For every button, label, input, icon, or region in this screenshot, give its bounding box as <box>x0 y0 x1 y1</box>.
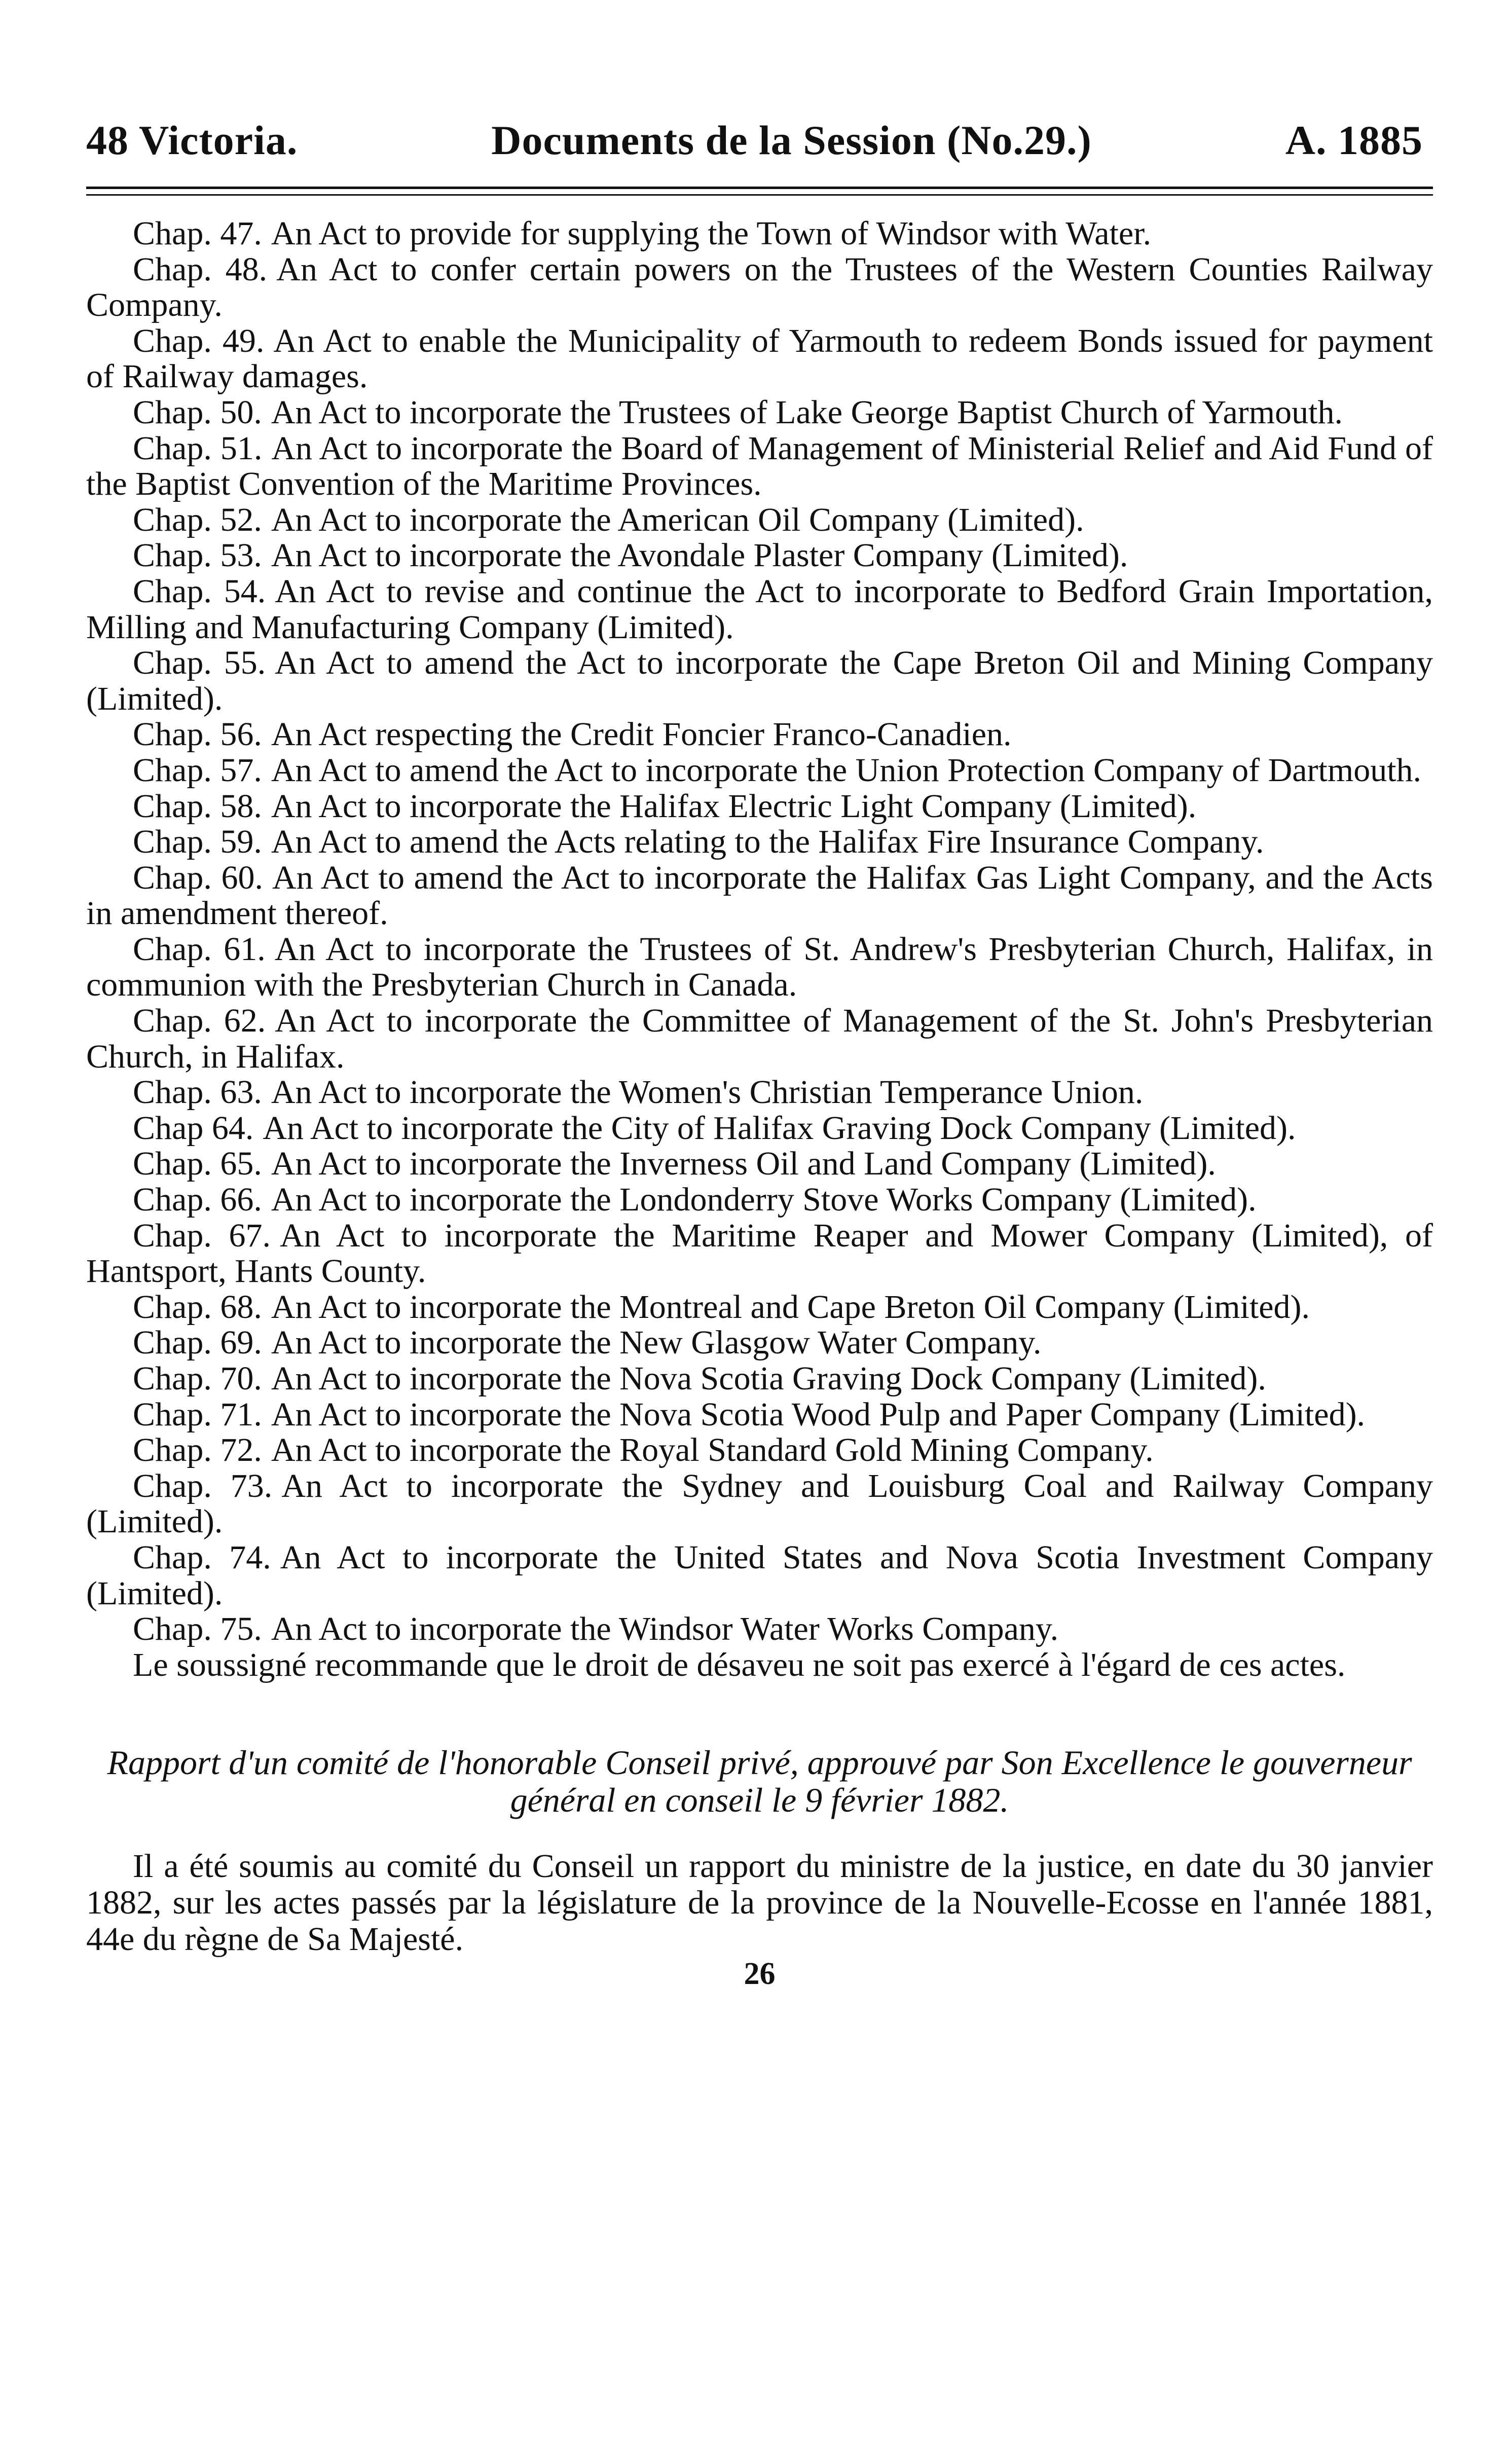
chapter-entry <box>86 1290 1433 1326</box>
chapter-entry <box>86 717 1433 753</box>
chapter-entry <box>86 323 1433 395</box>
chapter-number: Chap. 52. <box>133 501 262 538</box>
chapter-entry <box>86 574 1433 645</box>
chapter-number: Chap. 59. <box>133 823 262 861</box>
chapter-number: Chap. 75. <box>133 1610 262 1648</box>
chapter-title: An Act to amend the Acts relating to the Halifax Fire Insurance Company. <box>271 823 1264 861</box>
chapter-number: Chap. 47. <box>133 215 262 252</box>
chapter-entry <box>86 932 1433 1003</box>
chapter-title: An Act to incorporate the Nova Scotia Wood Pulp and Paper Company (Limited). <box>271 1395 1366 1433</box>
chapter-title: An Act to incorporate the Inverness Oil and Land Company (Limited). <box>271 1145 1216 1183</box>
chapter-entry <box>86 1182 1433 1218</box>
chapter-number: Chap. 62. <box>133 1002 266 1040</box>
chapter-number: Chap. 49. <box>133 322 265 359</box>
chapter-entry <box>86 1540 1433 1611</box>
chapter-number: Chap. 57. <box>133 751 262 789</box>
chapter-entry <box>86 645 1433 717</box>
chapter-number: Chap. 56. <box>133 716 262 753</box>
chapter-title: An Act to incorporate the Royal Standard Gold Mining Company. <box>271 1431 1154 1469</box>
chapter-entry <box>86 753 1433 789</box>
chapter-title: An Act to amend the Act to incorporate the Union Protection Company of Dartmouth. <box>271 751 1422 789</box>
chapter-entry <box>86 1003 1433 1075</box>
running-header <box>86 117 1433 164</box>
chapter-number: Chap. 51. <box>133 429 263 467</box>
chapter-number: Chap. 72. <box>133 1431 262 1469</box>
chapter-entry <box>86 1146 1433 1182</box>
chapter-number: Chap. 61. <box>133 930 266 968</box>
chapter-number: Chap. 63. <box>133 1074 262 1111</box>
chapter-title: An Act to incorporate the Maritime Reaper and Mower Company (Limited), of Hantsport, Hants County. <box>86 1217 1433 1290</box>
header-left: 48 Victoria. <box>86 117 298 163</box>
chapter-number: Chap 64. <box>133 1109 254 1147</box>
page-number: 26 <box>744 1957 776 1992</box>
chapter-title: An Act to incorporate the New Glasgow Water Company. <box>271 1324 1042 1362</box>
chapter-title: An Act to incorporate the American Oil Company (Limited). <box>271 501 1084 538</box>
chapter-number: Chap. 66. <box>133 1181 262 1219</box>
chapter-title: An Act to confer certain powers on the Trustees of the Western Counties Railway Company. <box>86 250 1433 324</box>
chapter-title: An Act to incorporate the Nova Scotia Graving Dock Company (Limited). <box>271 1360 1266 1397</box>
chapter-title: An Act to incorporate the United States and Nova Scotia Investment Company (Limited). <box>86 1538 1433 1612</box>
chapter-entry <box>86 1468 1433 1540</box>
chapter-entry <box>86 502 1433 538</box>
chapter-title: An Act to incorporate the Women's Christian Temperance Union. <box>271 1074 1144 1111</box>
header-center: Documents de la Session (No.29.) <box>491 117 1092 163</box>
chapter-entry <box>86 1397 1433 1433</box>
chapter-entry <box>86 431 1433 502</box>
chapter-number: Chap. 68. <box>133 1288 262 1326</box>
chapter-number: Chap. 55. <box>133 644 266 682</box>
header-double-rule <box>86 187 1433 196</box>
report-title: Rapport d'un comité de l'honorable Conseil privé, approuvé par Son Excellence le gouverneur général en conseil le 9 février 1882. <box>107 1743 1412 1820</box>
chapter-title: An Act to incorporate the Windsor Water Works Company. <box>271 1610 1059 1648</box>
chapter-entry <box>86 1611 1433 1647</box>
chapter-entry <box>86 252 1433 323</box>
chapter-title: An Act to incorporate the Londonderry Stove Works Company (Limited). <box>271 1181 1257 1219</box>
chapter-title: An Act to amend the Act to incorporate the Halifax Gas Light Company, and the Acts in amendment thereof. <box>86 859 1433 932</box>
chapter-number: Chap. 69. <box>133 1324 262 1362</box>
chapter-title: An Act to provide for supplying the Town of Windsor with Water. <box>271 215 1152 252</box>
chapter-title: An Act to incorporate the Trustees of Lake George Baptist Church of Yarmouth. <box>271 393 1343 431</box>
chapter-entry <box>86 824 1433 860</box>
chapter-entry <box>86 1432 1433 1468</box>
header-right: A. 1885 <box>1285 117 1423 163</box>
chapter-title: An Act to enable the Municipality of Yarmouth to redeem Bonds issued for payment of Railway damages. <box>86 322 1433 395</box>
body-paragraph: Il a été soumis au comité du Conseil un rapport du ministre de la justice, en date du 30 janvier 1882, sur les actes passés par la législature de la province de la Nouvelle-Ecosse en l'année 1881, 44e du règne de Sa Majesté. <box>86 1848 1433 1958</box>
chapter-number: Chap. 58. <box>133 787 262 825</box>
chapter-number: Chap. 48. <box>133 250 268 288</box>
recommendation-note: Le soussigné recommande que le droit de désaveu ne soit pas exercé à l'égard de ces actes. <box>133 1646 1346 1683</box>
chapter-entry <box>86 538 1433 574</box>
chapter-title: An Act to incorporate the Board of Management of Ministerial Relief and Aid Fund of the Baptist Convention of the Maritime Provinces. <box>86 429 1433 503</box>
chapter-number: Chap. 71. <box>133 1395 262 1433</box>
chapter-title: An Act to incorporate the Halifax Electric Light Company (Limited). <box>271 787 1197 825</box>
chapter-entry <box>86 395 1433 431</box>
chapter-entry <box>86 1325 1433 1361</box>
chapter-title: An Act to amend the Act to incorporate the Cape Breton Oil and Mining Company (Limited). <box>86 644 1433 717</box>
chapter-number: Chap. 70. <box>133 1360 262 1397</box>
chapter-number: Chap. 50. <box>133 393 262 431</box>
chapter-title: An Act to incorporate the Avondale Plaster Company (Limited). <box>271 537 1128 574</box>
chapter-entry <box>86 789 1433 825</box>
chapter-title: An Act to incorporate the Committee of Management of the St. John's Presbyterian Church, in Halifax. <box>86 1002 1433 1075</box>
chapter-title: An Act to incorporate the Montreal and Cape Breton Oil Company (Limited). <box>271 1288 1310 1326</box>
chapter-number: Chap. 53. <box>133 537 262 574</box>
chapter-title: An Act respecting the Credit Foncier Franco-Canadien. <box>271 716 1012 753</box>
chapter-entry <box>86 1111 1433 1147</box>
chapter-number: Chap. 67. <box>133 1217 271 1254</box>
chapter-entry <box>86 1218 1433 1290</box>
chapter-entry <box>86 1075 1433 1111</box>
chapter-number: Chap. 60. <box>133 859 263 896</box>
chapter-number: Chap. 65. <box>133 1145 262 1183</box>
chapter-entry <box>86 860 1433 932</box>
chapter-entry <box>86 216 1433 252</box>
chapter-title: An Act to incorporate the Sydney and Louisburg Coal and Railway Company (Limited). <box>86 1467 1433 1540</box>
chapter-number: Chap. 74. <box>133 1538 271 1576</box>
chapter-entry <box>86 1361 1433 1397</box>
chapter-number: Chap. 54. <box>133 572 266 610</box>
chapter-number: Chap. 73. <box>133 1467 273 1504</box>
chapter-title: An Act to incorporate the City of Halifax Graving Dock Company (Limited). <box>263 1109 1296 1147</box>
chapter-title: An Act to incorporate the Trustees of St. Andrew's Presbyterian Church, Halifax, in communion with the Presbyterian Church in Canada. <box>86 930 1433 1004</box>
chapter-title: An Act to revise and continue the Act to incorporate to Bedford Grain Importation, Milling and Manufacturing Company (Limited). <box>86 572 1433 646</box>
chapter-list <box>86 216 1433 1647</box>
